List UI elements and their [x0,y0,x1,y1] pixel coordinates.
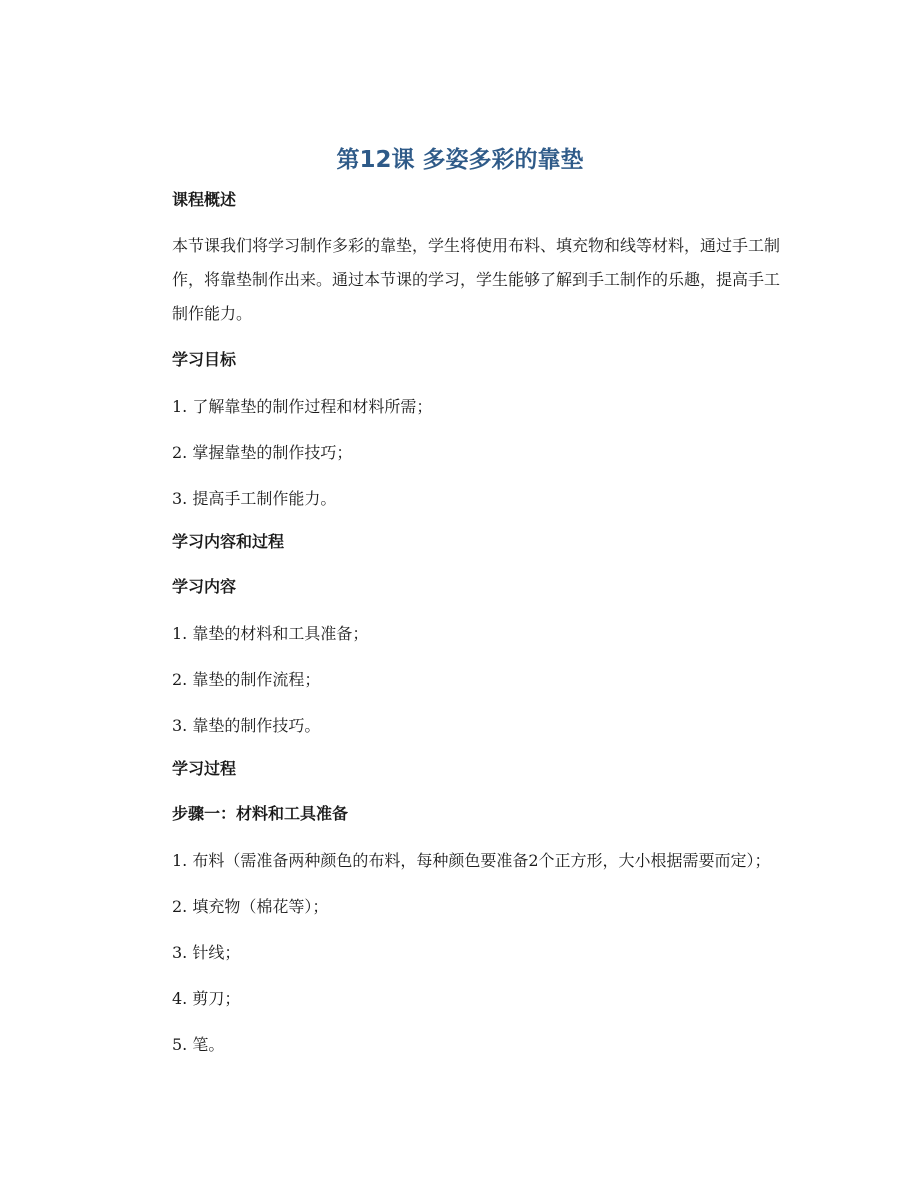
step1-item: 3. 针线； [172,943,241,962]
section-heading-overview: 课程概述 [172,190,237,209]
document-body [172,186,792,1062]
goal-item: 1. 了解靠垫的制作过程和材料所需； [172,397,433,416]
section-heading-step1: 步骤一：材料和工具准备 [172,804,349,823]
section-heading-content: 学习内容 [172,577,237,596]
step1-item: 5. 笔。 [172,1035,225,1054]
step1-item: 1. 布料（需准备两种颜色的布料，每种颜色要准备2个正方形，大小根据需要而定）； [172,851,771,870]
section-heading-goals: 学习目标 [172,350,237,369]
step1-item: 4. 剪刀； [172,989,241,1008]
goal-item: 2. 掌握靠垫的制作技巧； [172,443,353,462]
section-heading-process: 学习过程 [172,759,237,778]
page-title: 第12课 多姿多彩的靠垫 [336,147,584,173]
goal-item: 3. 提高手工制作能力。 [172,489,337,508]
section-heading-content-process: 学习内容和过程 [172,532,285,551]
overview-text: 本节课我们将学习制作多彩的靠垫，学生将使用布料、填充物和线等材料，通过手工制作，将靠垫制作出来。通过本节课的学习，学生能够了解到手工制作的乐趣，提高手工制作能力。 [172,236,781,323]
overview-paragraph [172,229,792,331]
step1-item: 2. 填充物（棉花等）； [172,897,329,916]
content-item: 3. 靠垫的制作技巧。 [172,716,321,735]
content-item: 2. 靠垫的制作流程； [172,670,321,689]
content-item: 1. 靠垫的材料和工具准备； [172,624,369,643]
